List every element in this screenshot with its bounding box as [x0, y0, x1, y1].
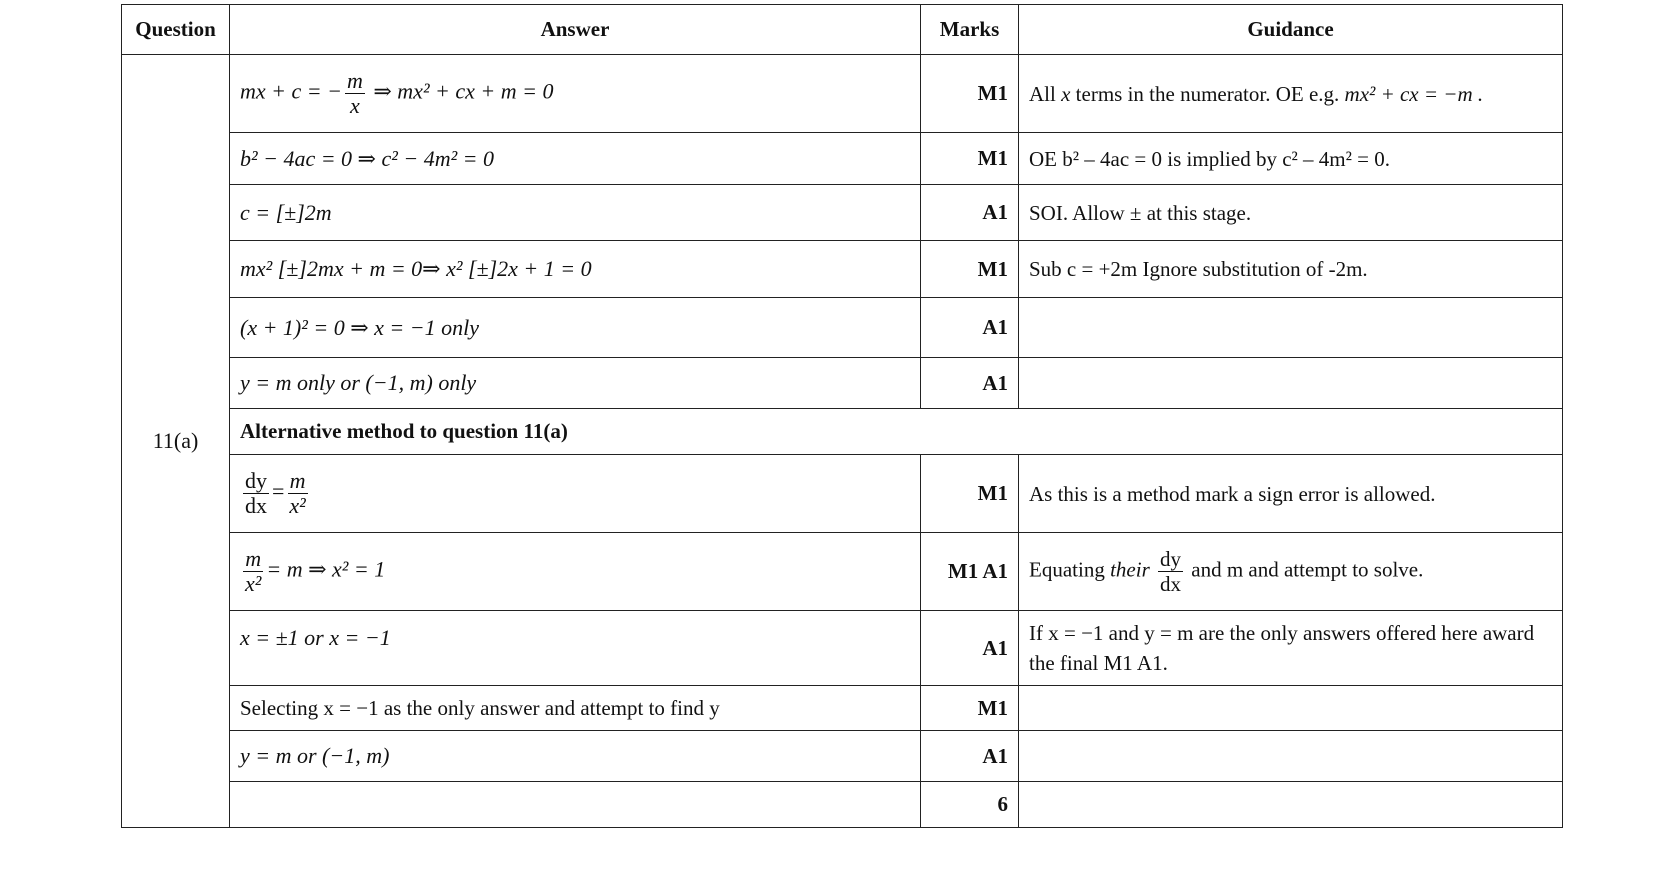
table-row — [122, 731, 1563, 782]
answer-text: mx + c = − — [240, 78, 342, 104]
table-row — [122, 358, 1563, 409]
guidance-cell: If x = −1 and y = m are the only answers offered here award the final M1 A1. — [1019, 611, 1563, 686]
fraction-denominator: x² — [245, 571, 262, 596]
table-row — [122, 298, 1563, 358]
table-row — [122, 133, 1563, 185]
answer-cell — [230, 533, 921, 611]
marks-cell: M1 — [921, 686, 1019, 731]
table-row — [122, 185, 1563, 241]
answer-text: ⇒ mx² + cx + m = 0 — [373, 78, 554, 104]
table-row — [122, 686, 1563, 731]
fraction-denominator: x² — [289, 493, 306, 518]
question-label: 11(a) — [122, 55, 230, 828]
fraction-denominator: x — [350, 93, 360, 118]
guidance-cell: As this is a method mark a sign error is allowed. — [1019, 455, 1563, 533]
guidance-text: and m and attempt to solve. — [1186, 557, 1424, 582]
header-row — [122, 5, 1563, 55]
answer-cell: b² − 4ac = 0 ⇒ c² − 4m² = 0 — [230, 133, 921, 185]
marks-cell: M1 — [921, 133, 1019, 185]
table-row — [122, 455, 1563, 533]
fraction — [345, 69, 365, 118]
guidance-cell — [1019, 782, 1563, 828]
equals-sign: = — [272, 478, 285, 504]
fraction — [287, 469, 307, 518]
guidance-cell: SOI. Allow ± at this stage. — [1019, 185, 1563, 241]
answer-cell: c = [±]2m — [230, 185, 921, 241]
answer-text: = m ⇒ x² = 1 — [266, 556, 386, 582]
total-row — [122, 782, 1563, 828]
fraction-denominator: dx — [245, 493, 267, 518]
header-question: Question — [122, 5, 230, 55]
marks-cell: A1 — [921, 358, 1019, 409]
header-guidance: Guidance — [1019, 5, 1563, 55]
guidance-cell — [1019, 358, 1563, 409]
answer-cell — [230, 782, 921, 828]
answer-cell: y = m or (−1, m) — [230, 731, 921, 782]
marks-cell: M1 — [921, 55, 1019, 133]
marks-cell: A1 — [921, 611, 1019, 686]
marks-cell: A1 — [921, 185, 1019, 241]
fraction-numerator: dy — [1160, 547, 1181, 571]
table-row — [122, 611, 1563, 686]
header-marks: Marks — [921, 5, 1019, 55]
fraction-numerator: dy — [245, 468, 267, 493]
guidance-text: Equating — [1029, 557, 1111, 582]
marks-cell: M1 — [921, 241, 1019, 298]
total-marks: 6 — [921, 782, 1019, 828]
fraction-denominator: dx — [1160, 572, 1181, 596]
answer-cell: x = ±1 or x = −1 — [230, 611, 921, 686]
guidance-cell: OE b² – 4ac = 0 is implied by c² – 4m² = 0. — [1019, 133, 1563, 185]
guidance-cell — [1019, 686, 1563, 731]
guidance-text: All — [1029, 81, 1062, 106]
fraction — [1158, 547, 1183, 596]
marks-cell: M1 — [921, 455, 1019, 533]
answer-cell: (x + 1)² = 0 ⇒ x = −1 only — [230, 298, 921, 358]
fraction-numerator: m — [346, 68, 363, 93]
guidance-cell: Sub c = +2m Ignore substitution of -2m. — [1019, 241, 1563, 298]
mark-scheme-table — [121, 4, 1563, 828]
answer-cell: Selecting x = −1 as the only answer and attempt to find y — [230, 686, 921, 731]
answer-cell — [230, 455, 921, 533]
guidance-emphasis: their — [1110, 557, 1150, 582]
guidance-variable: x — [1061, 81, 1071, 106]
guidance-cell — [1019, 731, 1563, 782]
guidance-cell — [1019, 533, 1563, 611]
guidance-text: terms in the numerator. OE e.g. — [1070, 81, 1345, 106]
guidance-cell — [1019, 298, 1563, 358]
alternative-method-heading: Alternative method to question 11(a) — [230, 409, 1563, 455]
answer-cell: mx² [±]2mx + m = 0⇒ x² [±]2x + 1 = 0 — [230, 241, 921, 298]
marks-cell: A1 — [921, 731, 1019, 782]
table-row — [122, 533, 1563, 611]
answer-cell — [230, 55, 921, 133]
header-answer: Answer — [230, 5, 921, 55]
marks-cell: M1 A1 — [921, 533, 1019, 611]
fraction — [243, 547, 263, 596]
fraction-numerator: m — [289, 468, 306, 493]
alternative-heading-row — [122, 409, 1563, 455]
table-row — [122, 241, 1563, 298]
marks-cell: A1 — [921, 298, 1019, 358]
guidance-cell — [1019, 55, 1563, 133]
table-row — [122, 55, 1563, 133]
guidance-expression: mx² + cx = −m . — [1344, 81, 1484, 106]
fraction-numerator: m — [245, 546, 262, 571]
fraction — [243, 469, 269, 518]
answer-cell: y = m only or (−1, m) only — [230, 358, 921, 409]
